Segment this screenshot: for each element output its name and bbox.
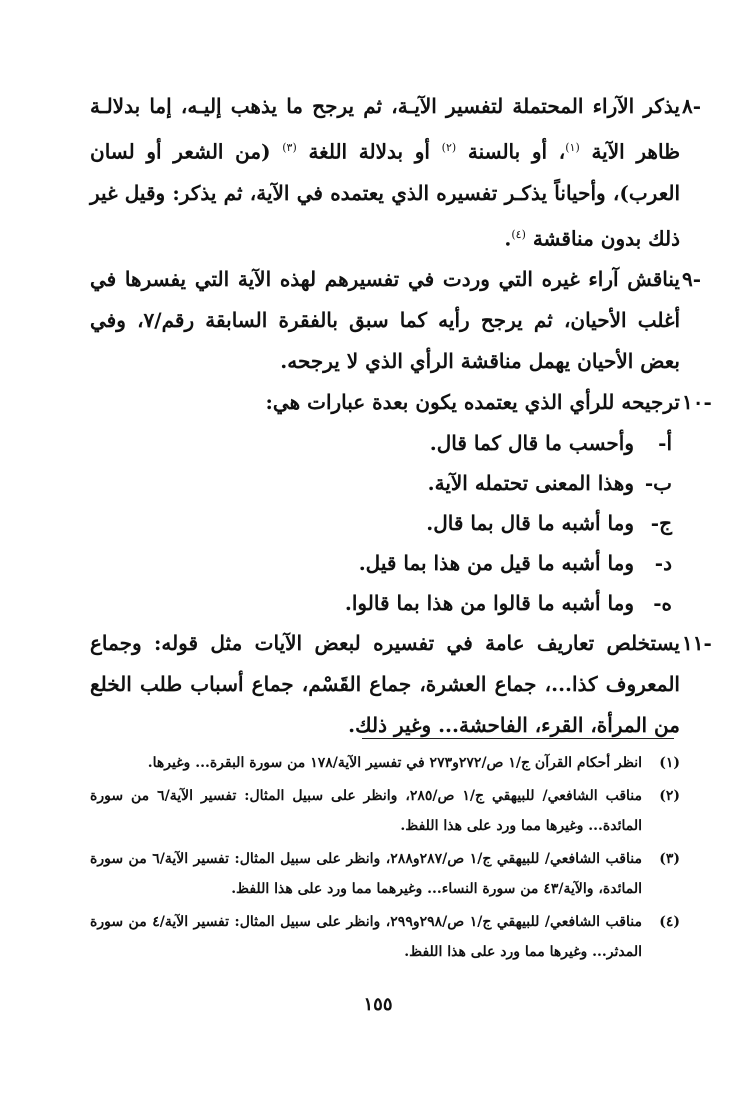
sub-text: وهذا المعنى تحتمله الآية. [427, 471, 634, 496]
sub-letter: د- [654, 551, 672, 576]
footnote-number: (١) [659, 755, 680, 771]
footnote-ref-4[interactable]: (٤) [511, 227, 526, 241]
sub-item-e [90, 583, 680, 623]
item-number: -١٠ [682, 390, 712, 415]
item-number: -٩ [682, 267, 702, 292]
sub-letter: أ- [658, 431, 672, 456]
sub-letter: ج- [650, 511, 672, 536]
footnotes [90, 748, 680, 970]
footnote-ref-1[interactable]: (١) [565, 141, 580, 154]
item-text: ترجيحه للرأي الذي يعتمده يكون بعدة عبارات هي: [265, 390, 680, 415]
sub-text: وأحسب ما قال كما قال. [429, 431, 634, 456]
item-text: يستخلص تعاريف عامة في تفسيره لبعض الآيات مثل قوله: وجماع المعروف كذا...، جماع العشرة، جماع القَسْم، جماع أسباب طلب الخلع من المرأة، القرء، الفاحشة... وغير ذلك. [90, 631, 680, 738]
footnote-2 [90, 781, 680, 841]
list-item-11 [90, 623, 712, 746]
sub-item-c [90, 503, 680, 543]
sub-text: وما أشبه ما قالوا من هذا بما قالوا. [344, 591, 634, 616]
list-item-8 [90, 86, 702, 259]
page-number: ١٥٥ [363, 994, 393, 1015]
footnote-text: انظر أحكام القرآن ج/١ ص/٢٧٢و٢٧٣ في تفسير الآية/١٧٨ من سورة البقرة... وغيرها. [147, 755, 642, 771]
footnote-divider [362, 738, 674, 739]
footnote-3 [90, 844, 680, 904]
main-text [90, 86, 712, 746]
item-number: -٨ [682, 94, 702, 118]
sub-item-d [90, 543, 680, 583]
sub-text: وما أشبه ما قال بما قال. [426, 511, 634, 536]
footnote-1 [90, 748, 680, 778]
sub-text: وما أشبه ما قيل من هذا بما قيل. [358, 551, 634, 576]
sub-letter: ه- [653, 591, 672, 616]
footnote-text: مناقب الشافعي/ للبيهقي ج/١ ص/٢٩٨و٢٩٩، وانظر على سبيل المثال: تفسير الآية/٤ من سورة المدثر... وغيرها مما ورد على هذا اللفظ. [90, 914, 642, 960]
footnote-number: (٤) [659, 914, 680, 930]
sub-item-b [90, 463, 680, 503]
item-number: -١١ [682, 631, 712, 656]
list-item-9 [90, 259, 702, 382]
footnote-4 [90, 907, 680, 967]
footnote-text: مناقب الشافعي/ للبيهقي ج/١ ص/٢٨٧و٢٨٨، وانظر على سبيل المثال: تفسير الآية/٦ من سورة المائدة، والآية/٤٣ من سورة النساء... وغيرهما مما ورد على هذا اللفظ. [90, 851, 642, 897]
item-text: يذكر الآراء المحتملة لتفسير الآيـة، ثم يرجح ما يذهب إليـه، إما بدلالـة ظاهر الآية $^{(١)}$، أو بالسنة $^{(٢)}$ أو بدلالة اللغة $^{(٣)}$ (من الشعر أو لسان العرب)، وأحياناً يذكـر تفسيره الذي يعتمده في الآية، ثم يذكر: وقيل غير ذلك بدون مناقشة $^{(٤)}$. [90, 94, 680, 251]
footnote-text: مناقب الشافعي/ للبيهقي ج/١ ص/٢٨٥، وانظر على سبيل المثال: تفسير الآية/٦ من سورة المائدة... وغيرها مما ورد على هذا اللفظ. [90, 788, 642, 834]
footnote-ref-2[interactable]: (٢) [441, 141, 457, 154]
footnote-number: (٣) [659, 851, 680, 867]
list-item-10 [90, 382, 712, 423]
sub-item-a [90, 423, 680, 463]
footnote-number: (٢) [659, 788, 680, 804]
footnote-ref-3[interactable]: (٣) [282, 141, 297, 154]
item-text: يناقش آراء غيره التي وردت في تفسيرهم لهذه الآية التي يفسرها في أغلب الأحيان، ثم يرجح رأيه كما سبق بالفقرة السابقة رقم/٧، وفي بعض الأحيان يهمل مناقشة الرأي الذي لا يرجحه. [90, 267, 680, 374]
sub-letter: ب- [644, 471, 672, 496]
